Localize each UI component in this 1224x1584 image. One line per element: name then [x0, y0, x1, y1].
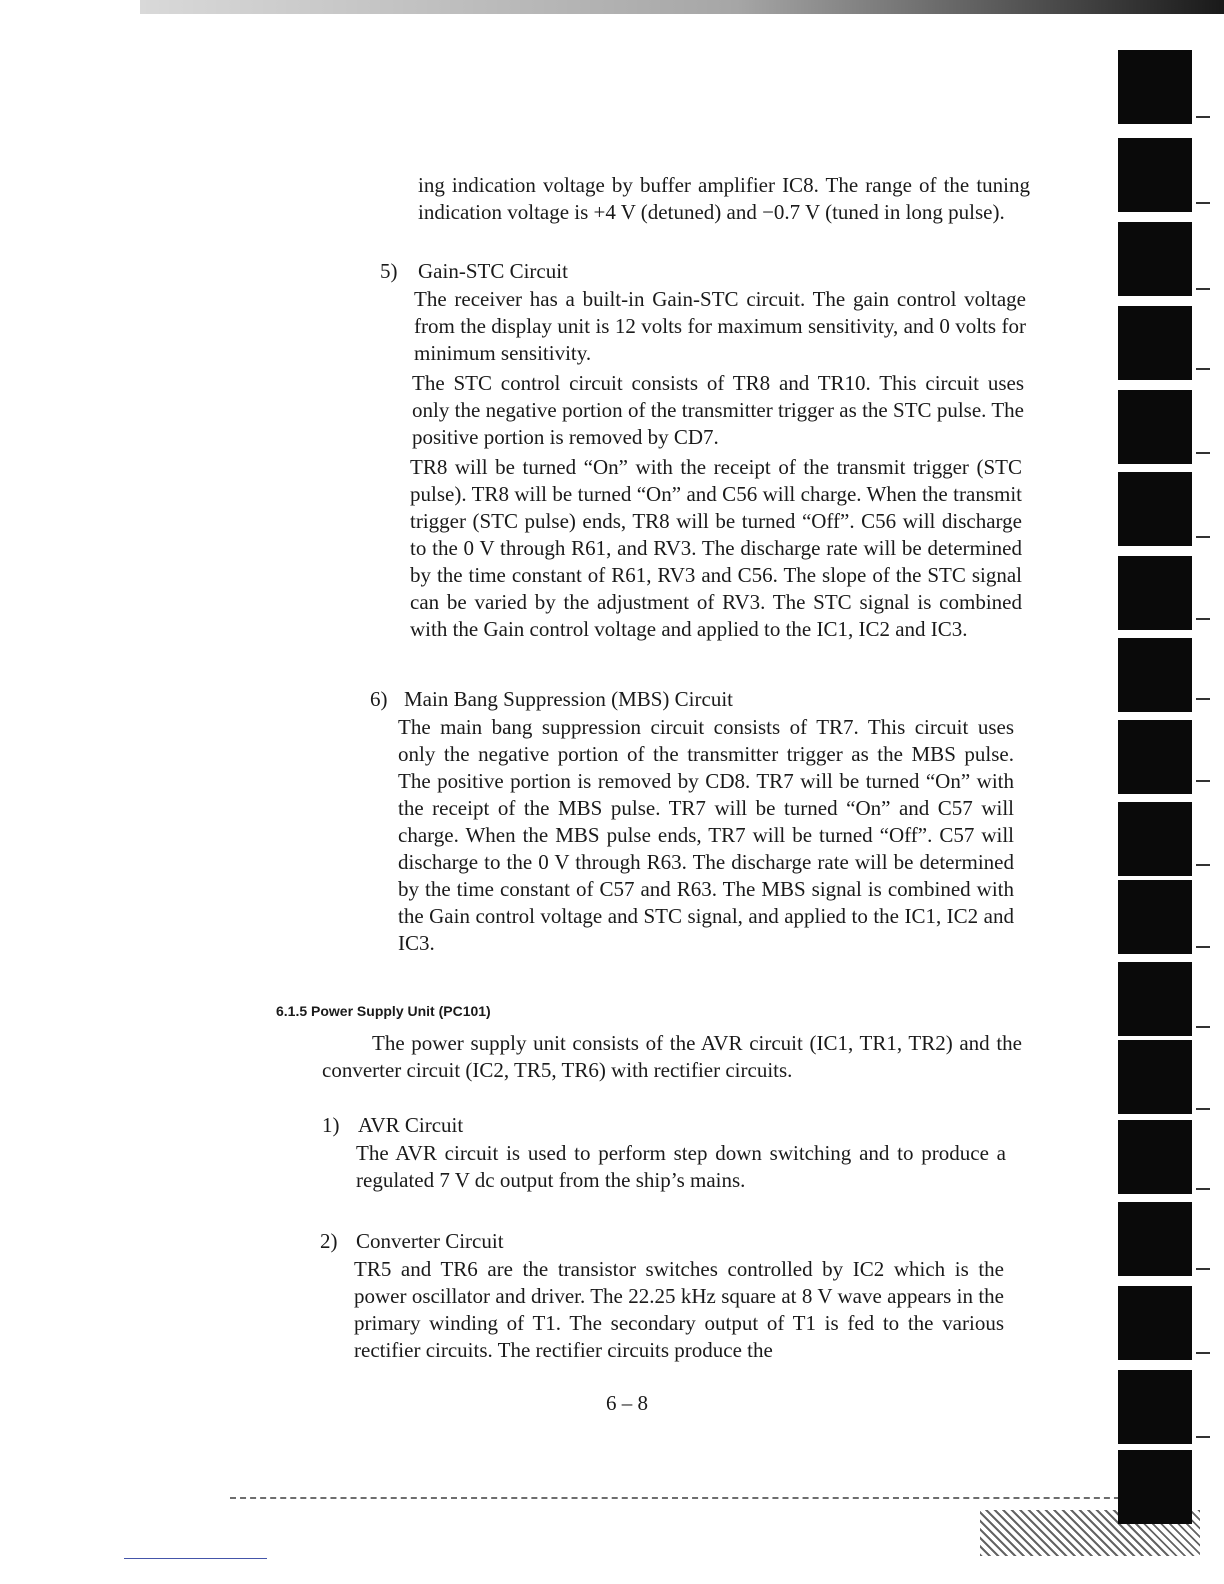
- index-tab: [1118, 222, 1192, 296]
- index-tab: [1118, 50, 1192, 124]
- tab-tick: [1196, 1108, 1210, 1110]
- index-tab: [1118, 1202, 1192, 1276]
- index-tab: [1118, 962, 1192, 1036]
- tab-tick: [1196, 1026, 1210, 1028]
- intro-paragraph: ing indication voltage by buffer amplifier IC8. The range of the tuning indication voltage is +4 V (detuned) and −0.7 V (tuned in long pulse).: [418, 173, 1030, 224]
- tab-tick: [1196, 452, 1210, 454]
- section-intro: The power supply unit consists of the AVR circuit (IC1, TR1, TR2) and the converter circuit (IC2, TR5, TR6) with rectifier circuits.: [322, 1031, 1022, 1082]
- page-number: 6 – 8: [606, 1391, 648, 1415]
- index-tab: [1118, 802, 1192, 876]
- index-tab: [1118, 472, 1192, 546]
- tab-tick: [1196, 116, 1210, 118]
- item-title: Converter Circuit: [356, 1229, 504, 1253]
- tab-tick: [1196, 1352, 1210, 1354]
- tab-tick: [1196, 1268, 1210, 1270]
- item-title: Gain-STC Circuit: [418, 259, 568, 283]
- item-number: 5): [380, 259, 398, 283]
- item-paragraph: TR8 will be turned “On” with the receipt of the transmit trigger (STC pulse). TR8 will be turned “On” and C56 will charge. When the transmit trigger (STC pulse) ends, TR8 will be turned “Off”. C56 will discharge to the 0 V through R61, and RV3. The discharge rate will be determined by the time constant of R61, RV3 and C56. The slope of the STC signal can be varied by the adjustment of RV3. The STC signal is combined with the Gain control voltage and applied to the IC1, IC2 and IC3.: [410, 455, 1022, 641]
- item-number: 6): [370, 687, 388, 711]
- scan-edge-top: [140, 0, 1224, 14]
- tab-tick: [1196, 618, 1210, 620]
- index-tab: [1118, 556, 1192, 630]
- item-number: 1): [322, 1113, 340, 1137]
- tab-tick: [1196, 1188, 1210, 1190]
- tab-tick: [1196, 864, 1210, 866]
- tab-tick: [1196, 288, 1210, 290]
- tab-tick: [1196, 536, 1210, 538]
- tab-tick: [1196, 946, 1210, 948]
- index-tab: [1118, 720, 1192, 794]
- scan-edge-bottom: [230, 1497, 1130, 1499]
- index-tab: [1118, 138, 1192, 212]
- index-tab: [1118, 306, 1192, 380]
- thumb-index-tabs: [1114, 40, 1224, 1520]
- item-paragraph: TR5 and TR6 are the transistor switches controlled by IC2 which is the power oscillator and driver. The 22.25 kHz square at 8 V wave appears in the primary winding of T1. The secondary output of T1 is fed to the various rectifier circuits. The rectifier circuits produce the: [354, 1257, 1004, 1362]
- item-number: 2): [320, 1229, 338, 1253]
- index-tab: [1118, 390, 1192, 464]
- tab-tick: [1196, 202, 1210, 204]
- item-paragraph: The AVR circuit is used to perform step down switching and to produce a regulated 7 V dc output from the ship’s mains.: [356, 1141, 1006, 1192]
- tab-tick: [1196, 368, 1210, 370]
- index-tab: [1118, 1450, 1192, 1524]
- index-tab: [1118, 880, 1192, 954]
- item-paragraph: The receiver has a built-in Gain-STC circuit. The gain control voltage from the display unit is 12 volts for maximum sensitivity, and 0 volts for minimum sensitivity.: [414, 287, 1026, 365]
- tab-tick: [1196, 1436, 1210, 1438]
- index-tab: [1118, 1120, 1192, 1194]
- item-paragraph: The STC control circuit consists of TR8 and TR10. This circuit uses only the negative portion of the transmitter trigger as the STC pulse. The positive portion is removed by CD7.: [412, 371, 1024, 449]
- index-tab: [1118, 1040, 1192, 1114]
- footer-rule: [124, 1558, 267, 1559]
- item-paragraph: The main bang suppression circuit consists of TR7. This circuit uses only the negative portion of the transmitter trigger as the MBS pulse. The positive portion is removed by CD8. TR7 will be turned “On” with the receipt of the MBS pulse. TR7 will be turned “On” and C57 will charge. When the MBS pulse ends, TR7 will be turned “Off”. C57 will discharge to the 0 V through R63. The discharge rate will be determined by the time constant of C57 and R63. The MBS signal is combined with the Gain control voltage and STC signal, and applied to the IC1, IC2 and IC3.: [398, 715, 1014, 955]
- tab-tick: [1196, 780, 1210, 782]
- index-tab: [1118, 1286, 1192, 1360]
- tab-tick: [1196, 698, 1210, 700]
- item-title: Main Bang Suppression (MBS) Circuit: [404, 687, 733, 711]
- section-heading: 6.1.5 Power Supply Unit (PC101): [276, 1003, 491, 1019]
- index-tab: [1118, 1370, 1192, 1444]
- item-title: AVR Circuit: [358, 1113, 464, 1137]
- index-tab: [1118, 638, 1192, 712]
